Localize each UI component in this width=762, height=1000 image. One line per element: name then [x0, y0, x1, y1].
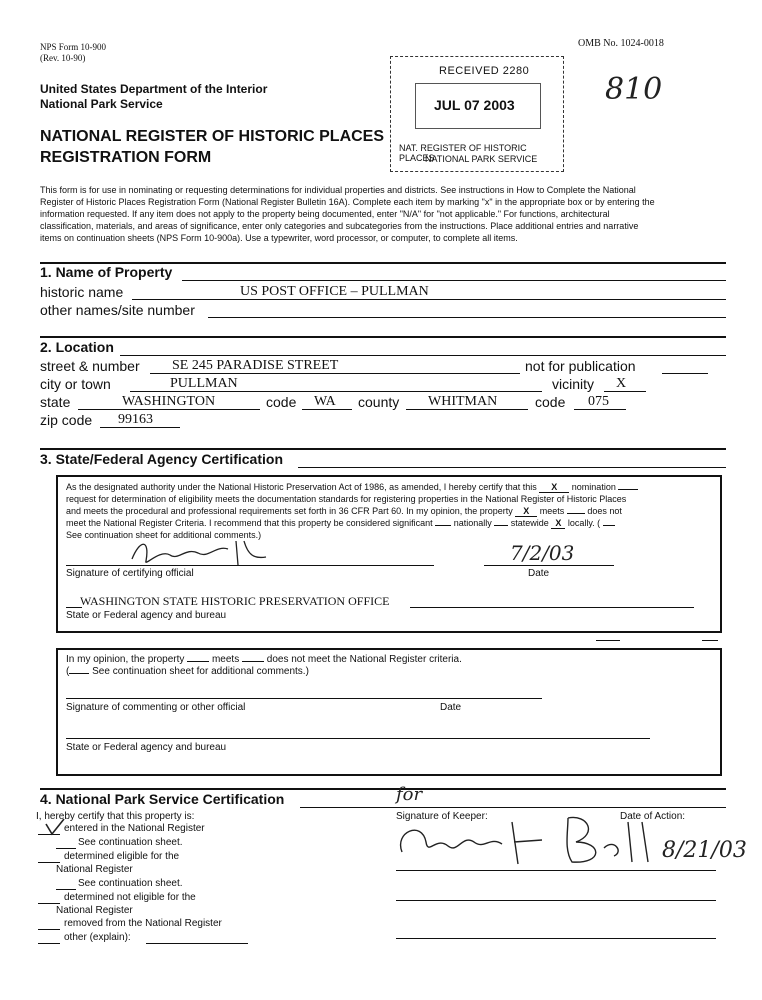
- handwritten-number: 810: [605, 72, 663, 107]
- keeper-label: Signature of Keeper:: [396, 811, 488, 822]
- section3-heading: 3. State/Federal Agency Certification: [40, 451, 283, 467]
- opinion-line1: In my opinion, the property meets does not meet the National Register criteria.: [66, 654, 462, 665]
- instructions-line: items on continuation sheets (NPS Form 10-900a). Use a typewriter, word processor, or computer, to complete all items.: [40, 233, 518, 243]
- form-number: NPS Form 10-900: [40, 42, 107, 52]
- county-code-value[interactable]: 075: [588, 394, 609, 409]
- dash-mark: [702, 640, 718, 641]
- opinion-not-meets-blank[interactable]: [242, 661, 264, 662]
- dash-mark: [596, 640, 620, 641]
- entered-label: entered in the National Register: [64, 823, 205, 834]
- date-line[interactable]: [484, 565, 614, 566]
- opinion-continuation-blank[interactable]: [69, 673, 89, 674]
- see1-blank[interactable]: [56, 848, 76, 849]
- removed-blank[interactable]: [38, 929, 60, 930]
- cert-text-line2: request for determination of eligibility meets the documentation standards for registering properties in the National Register of Historic Places: [66, 494, 627, 504]
- signature-label: Signature of certifying official: [66, 568, 194, 579]
- section-divider: [40, 336, 726, 338]
- form-subtitle: REGISTRATION FORM: [40, 149, 212, 166]
- section4-heading: 4. National Park Service Certification: [40, 791, 285, 807]
- see2-blank[interactable]: [56, 889, 76, 890]
- historic-name-value[interactable]: US POST OFFICE – PULLMAN: [240, 284, 429, 299]
- keeper-line3[interactable]: [396, 938, 716, 939]
- stamp-line1: NAT. REGISTER OF HISTORIC PLACES: [399, 143, 527, 163]
- section2-heading: 2. Location: [40, 339, 114, 355]
- cert-text-line3: and meets the procedural and professional requirements set forth in 36 CFR Part 60. In my opinion, the property X meets does not: [66, 506, 622, 516]
- nps-intro: I, hereby certify that this property is:: [36, 811, 195, 822]
- department: United States Department of the Interior: [40, 82, 268, 96]
- code-label: code: [266, 394, 297, 410]
- other-names-line[interactable]: [208, 317, 726, 318]
- action-date: 8/21/03: [662, 838, 747, 863]
- cert-text-line4: meet the National Register Criteria. I recommend that this property be considered significant nationally statewide X locally. (: [66, 518, 615, 529]
- state-label: state: [40, 394, 71, 410]
- section1-heading: 1. Name of Property: [40, 264, 173, 280]
- zip-value[interactable]: 99163: [118, 412, 153, 427]
- historic-name-label: historic name: [40, 284, 124, 300]
- instructions-line: Register of Historic Places Registration Form (National Register Bulletin 16A). Complete each item by marking "x" in the appropriate box or by entering the: [40, 197, 655, 207]
- commenting-official-box: [56, 648, 722, 776]
- stamp-date: JUL 07 2003: [434, 97, 515, 113]
- agency2-line[interactable]: [66, 738, 650, 739]
- date-label: Date: [528, 568, 550, 579]
- meets-mark[interactable]: X: [515, 506, 537, 517]
- vicinity-label: vicinity: [552, 376, 595, 392]
- heading-rule: [182, 280, 726, 281]
- other-names-label: other names/site number: [40, 302, 195, 318]
- nomination-mark[interactable]: X: [539, 482, 569, 493]
- service-name: National Park Service: [40, 97, 163, 111]
- stamp-received: RECEIVED 2280: [439, 65, 530, 77]
- heading-rule: [298, 467, 726, 468]
- county-code-label: code: [535, 394, 566, 410]
- state-certification-box: [56, 475, 722, 633]
- removed-label: removed from the National Register: [64, 918, 222, 929]
- agency2-label: State or Federal agency and bureau: [66, 742, 227, 753]
- not-eligible-blank[interactable]: [38, 903, 60, 904]
- cert-text-line5: See continuation sheet for additional comments.): [66, 530, 262, 540]
- for-handwritten: for: [396, 784, 423, 805]
- signature-line[interactable]: [66, 565, 434, 566]
- action-date-label: Date of Action:: [620, 811, 686, 822]
- keeper-signature-line[interactable]: [396, 870, 716, 871]
- eligible-blank[interactable]: [38, 862, 60, 863]
- heading-rule: [120, 355, 726, 356]
- county-value[interactable]: WHITMAN: [428, 394, 498, 409]
- instructions-line: This form is for use in nominating or requesting determinations for individual properties and districts. See instructions in How to Complete the National: [40, 185, 636, 195]
- instructions: [40, 184, 730, 244]
- opinion-line2: ( See continuation sheet for additional comments.): [66, 666, 309, 677]
- keeper-line2[interactable]: [396, 900, 716, 901]
- not-for-publication-label: not for publication: [525, 358, 636, 374]
- form-revision: (Rev. 10-90): [40, 53, 86, 63]
- historic-name-line: [132, 299, 726, 300]
- county-label: county: [358, 394, 400, 410]
- see2-label: See continuation sheet.: [78, 878, 183, 889]
- omb-number: OMB No. 1024-0018: [578, 38, 664, 49]
- instructions-line: classification, materials, and areas of significance, enter only categories and subcategories from the instructions. Place additional entries and narrative: [40, 221, 639, 231]
- street-label: street & number: [40, 358, 140, 374]
- agency-line: [410, 607, 694, 608]
- section-divider: [40, 788, 726, 790]
- city-label: city or town: [40, 376, 111, 392]
- commenting-signature-label: Signature of commenting or other official: [66, 702, 246, 713]
- agency-value[interactable]: WASHINGTON STATE HISTORIC PRESERVATION OFFICE: [80, 594, 390, 608]
- cert-text-line1: As the designated authority under the National Historic Preservation Act of 1986, as amended, I hereby certify that this X nomination: [66, 482, 638, 493]
- city-value[interactable]: PULLMAN: [170, 376, 238, 391]
- heading-rule: [300, 807, 726, 808]
- opinion-meets-blank[interactable]: [187, 661, 209, 662]
- stamp-date-box: [415, 83, 541, 129]
- eligible-label2: National Register: [56, 864, 133, 875]
- commenting-date-label: Date: [440, 702, 462, 713]
- keeper-signature: [392, 812, 662, 872]
- section-divider: [40, 448, 726, 450]
- commenting-signature-line[interactable]: [66, 698, 542, 699]
- instructions-line: information requested. If any item does not apply to the property being documented, enter "N/A" for "not applicable." For functions, architectural: [40, 209, 610, 219]
- see1-label: See continuation sheet.: [78, 837, 183, 848]
- check-mark-icon: [44, 818, 66, 836]
- agency-label: State or Federal agency and bureau: [66, 610, 227, 621]
- vicinity-value[interactable]: X: [616, 376, 627, 391]
- certifying-date: 7/2/03: [510, 541, 575, 565]
- stamp-line2: NATIONAL PARK SERVICE: [425, 154, 538, 164]
- state-value[interactable]: WASHINGTON: [122, 394, 216, 409]
- street-value[interactable]: SE 245 PARADISE STREET: [172, 358, 339, 373]
- form-title: NATIONAL REGISTER OF HISTORIC PLACES: [40, 128, 385, 145]
- zip-label: zip code: [40, 412, 93, 428]
- received-stamp: [390, 56, 564, 172]
- locally-mark[interactable]: X: [551, 518, 565, 529]
- not-eligible-label: determined not eligible for the: [64, 892, 196, 903]
- other-label: other (explain):: [64, 932, 131, 943]
- other-blank[interactable]: [38, 943, 60, 944]
- eligible-label: determined eligible for the: [64, 851, 180, 862]
- nfp-line[interactable]: [662, 373, 708, 374]
- other-explain-line[interactable]: [146, 943, 248, 944]
- code-value[interactable]: WA: [314, 394, 336, 409]
- not-eligible-label2: National Register: [56, 905, 133, 916]
